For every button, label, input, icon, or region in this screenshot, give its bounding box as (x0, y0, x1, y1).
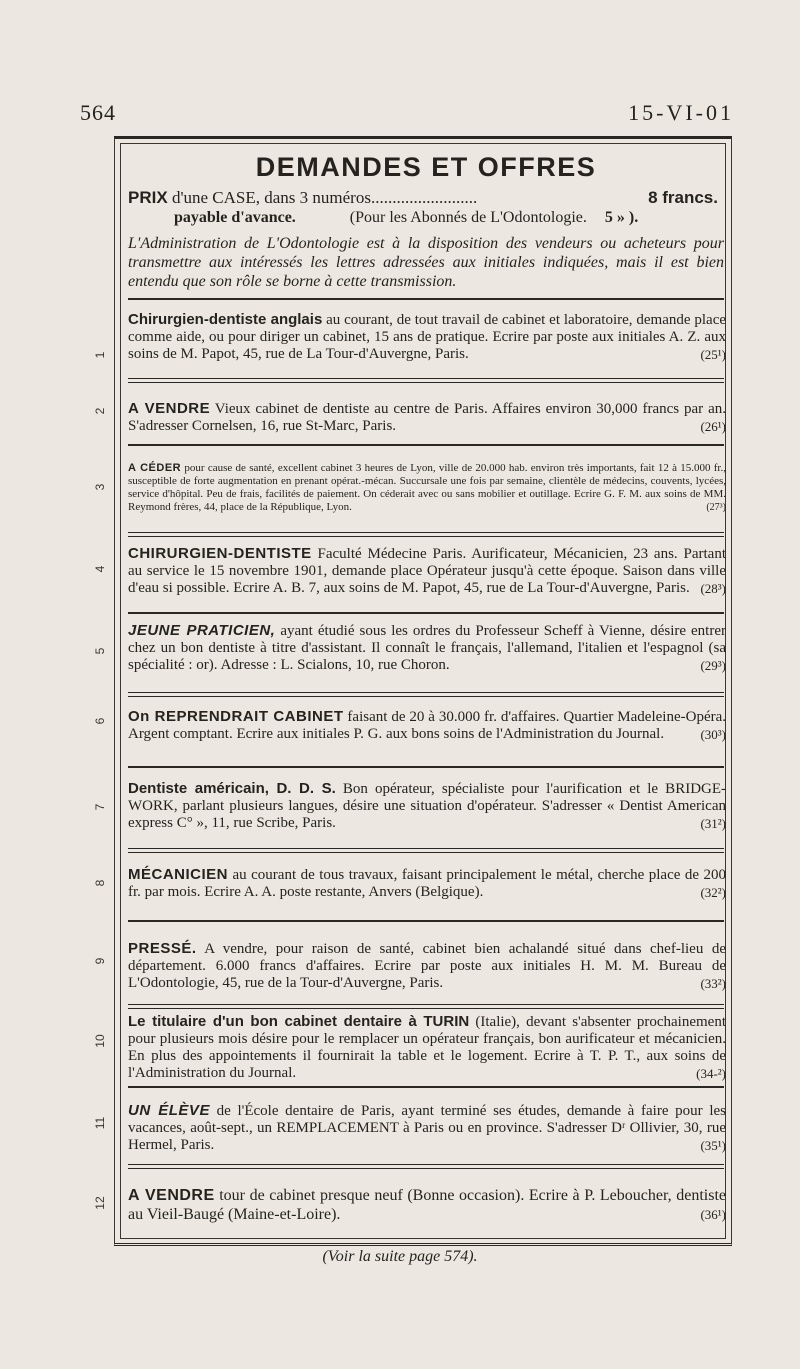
ad-ref: (29³) (700, 658, 726, 673)
ad-text: Bon opérateur, spécialiste pour l'aurification et le BRIDGE-WORK, parlant plusieurs langues, désire une situation d'opérateur. S'adresser « Dentist American express C° », 11, rue Scribe, Paris. (128, 781, 727, 831)
divider (128, 444, 724, 446)
page-date: 15-VI-01 (628, 100, 734, 125)
margin-number: 12 (93, 1196, 107, 1210)
footer-note: (Voir la suite page 574). (322, 1248, 478, 1265)
divider (128, 612, 724, 614)
divider (128, 298, 724, 300)
ad-lead: Chirurgien-dentiste anglais (128, 311, 323, 328)
ad-ref: (31²) (700, 816, 726, 831)
margin-number: 1 (93, 351, 107, 359)
ad-lead: A VENDRE (128, 400, 211, 417)
ad-text: faisant de 20 à 30.000 fr. d'affaires. Quartier Madeleine-Opéra. Argent comptant. Ecrire aux initiales P. G. aux bons soins de l'Administration du Journal. (128, 709, 726, 742)
ad-lead: A CÉDER (128, 462, 182, 474)
price-line-2 (128, 208, 724, 228)
ad-7 (128, 780, 726, 832)
ad-11 (128, 1102, 726, 1154)
abonnes-value: 5 » ). (604, 209, 639, 226)
divider (128, 920, 724, 922)
divider (128, 692, 724, 697)
ad-1 (128, 311, 726, 363)
admin-note: L'Administration de L'Odontologie est à la disposition des vendeurs ou acheteurs pour transmettre aux intéressés les lettres adressées aux initiales indiquées, mais il est bien entendu que son rôle se borne à cette transmission. (128, 235, 724, 290)
ad-text: Faculté Médecine Paris. Aurificateur, Mécanicien, 23 ans. Partant au service le 15 novembre 1901, demande place Opérateur jusqu'à cette époque. Saison dans ville d'eau si possible. Ecrire A. B. 7, aux soins de M. Papot, 45, rue de La Tour-d'Auvergne, Paris. (128, 546, 726, 596)
price-label: PRIX (128, 188, 168, 207)
ad-lead: A VENDRE (128, 1187, 215, 1204)
header (128, 152, 724, 291)
payable-text: payable d'avance. (174, 209, 296, 226)
ad-lead: CHIRURGIEN-DENTISTE (128, 545, 312, 562)
page-title: DEMANDES ET OFFRES (255, 152, 597, 182)
margin-number: 11 (93, 1116, 107, 1130)
ad-9 (128, 940, 726, 992)
ad-10 (128, 1013, 726, 1082)
ad-text: tour de cabinet presque neuf (Bonne occasion). Ecrire à P. Leboucher, dentiste au Vieil-Baugé (Maine-et-Loire). (128, 1187, 727, 1223)
margin-number: 8 (93, 879, 107, 887)
ad-lead: Dentiste américain, D. D. S. (128, 780, 336, 797)
margin-number: 9 (93, 957, 107, 965)
divider (128, 532, 724, 537)
margin-number: 10 (93, 1034, 107, 1048)
price-value: 8 francs. (648, 188, 718, 207)
ad-lead: UN ÉLÈVE (128, 1102, 210, 1119)
page-number: 564 (80, 100, 116, 125)
ad-ref: (27³) (706, 502, 726, 513)
divider (128, 1086, 724, 1088)
ad-ref: (32²) (700, 885, 726, 900)
ad-text: ayant étudié sous les ordres du Professeur Scheff à Vienne, désire entrer chez un bon dentiste à titre d'assistant. Il connaît le français, l'allemand, l'italien et l'espagnol (sa spécialité : or). Adresse : L. Scialons, 10, rue Choron. (128, 623, 726, 673)
margin-number: 5 (93, 647, 107, 655)
margin-number: 2 (93, 407, 107, 415)
ad-ref: (26¹) (700, 419, 726, 434)
divider (128, 766, 724, 768)
ad-8 (128, 866, 726, 901)
ad-text: (Italie), devant s'absenter prochainement pour plusieurs mois désire pour le remplacer un opérateur français, bon aurificateur et mécanicien. En plus des appointements il fournirait la table et le logement. Ecrire à T. P. T., aux soins de l'Administration du Journal. (128, 1014, 726, 1081)
margin-number: 6 (93, 717, 107, 725)
ad-4 (128, 545, 726, 597)
ad-ref: (36¹) (700, 1207, 726, 1222)
price-text: d'une CASE, dans 3 numéros......................... (171, 188, 478, 207)
ad-text: pour cause de santé, excellent cabinet 3 heures de Lyon, ville de 20.000 hab. environ très importants, fait 12 à 15.000 fr., susceptible de forte augmentation en prenant opérat.-mécan. Succursale une fois par semaine, clientèle de médecins, couvents, lycées, service d'hôpital. Peu de frais, facilités de paiement. On céderait avec ou sans mobilier et outillage. Ecrire G. F. M. aux soins de MM. Reymond frères, 44, place de la République, Lyon. (128, 462, 726, 513)
ad-5 (128, 622, 726, 674)
margin-number: 3 (93, 483, 107, 491)
price-line (128, 188, 724, 208)
ad-lead: PRESSÉ. (128, 940, 197, 957)
ad-2 (128, 400, 726, 435)
ad-text: au courant, de tout travail de cabinet et laboratoire, demande place comme aide, ou pour diriger un cabinet, 15 ans de pratique. Ecrire par poste aux initiales A. Z. aux soins de M. Papot, 45, rue de La Tour-d'Auvergne, Paris. (128, 312, 727, 362)
divider (128, 1164, 724, 1169)
ad-lead: JEUNE PRATICIEN, (128, 622, 276, 639)
ad-text: A vendre, pour raison de santé, cabinet bien achalandé situé dans chef-lieu de département. 6.000 francs d'affaires. Ecrire par poste aux initiales H. M. M. Bureau de L'Odontologie, 45, rue de la Tour-d'Auvergne, Paris. (128, 941, 726, 991)
ad-6 (128, 708, 726, 743)
ad-lead: On REPRENDRAIT CABINET (128, 708, 344, 725)
divider (128, 848, 724, 853)
margin-number: 7 (93, 803, 107, 811)
ad-3 (128, 462, 726, 514)
divider (128, 1004, 724, 1009)
ad-ref: (34-²) (696, 1066, 726, 1081)
ad-text: au courant de tous travaux, faisant principalement le métal, cherche place de 200 fr. par mois. Ecrire A. A. poste restante, Anvers (Belgique). (128, 867, 727, 900)
ad-lead: Le titulaire d'un bon cabinet dentaire à TURIN (128, 1013, 470, 1030)
ad-text: de l'École dentaire de Paris, ayant terminé ses études, demande à faire pour les vacances, août-sept., un REMPLACEMENT à Paris ou en province. S'adresser Dʳ Ollivier, 30, rue Hermel, Paris. (128, 1103, 727, 1153)
ad-lead: MÉCANICIEN (128, 866, 229, 883)
ad-12 (128, 1186, 726, 1224)
ad-text: Vieux cabinet de dentiste au centre de Paris. Affaires environ 30,000 francs par an. S'adresser Cornelsen, 16, rue St-Marc, Paris. (128, 401, 726, 434)
divider (128, 378, 724, 383)
ad-ref: (30³) (700, 727, 726, 742)
ad-ref: (35¹) (700, 1138, 726, 1153)
margin-number: 4 (93, 565, 107, 573)
ad-ref: (33²) (700, 976, 726, 991)
abonnes-text: (Pour les Abonnés de L'Odontologie. (349, 209, 587, 226)
ad-ref: (28³) (700, 581, 726, 596)
ad-ref: (25¹) (700, 347, 726, 362)
